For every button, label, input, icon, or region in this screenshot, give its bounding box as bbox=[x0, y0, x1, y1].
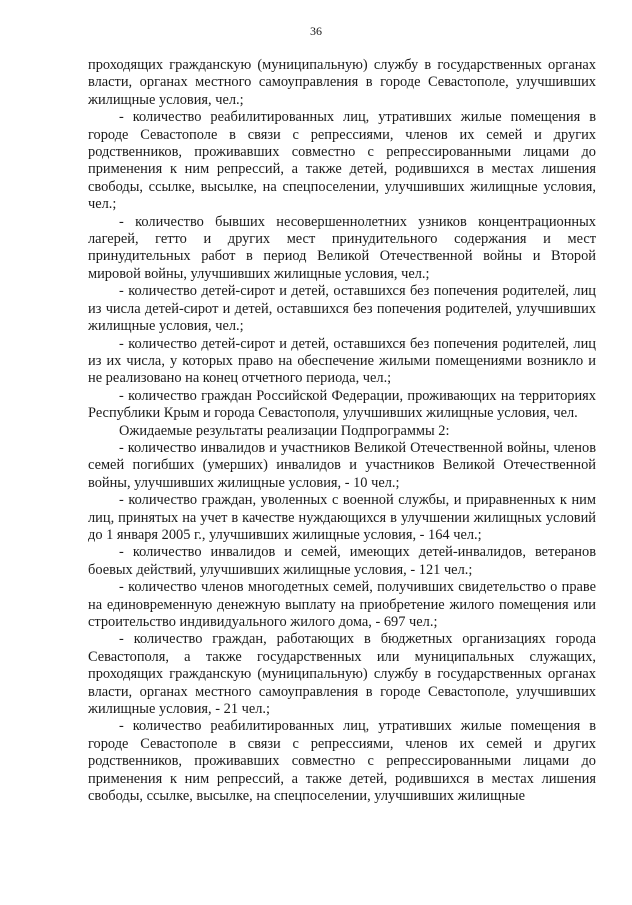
paragraph: - количество реабилитированных лиц, утративших жилые помещения в городе Севастополе в связи с репрессиями, членов их семей и других родственников, проживавших совместно с репрессированными лицами до применения к ним репрессий, а также детей, родившихся в местах лишения свободы, ссылке, высылке, на спецпоселении, улучшивших жилищные условия, чел.; bbox=[88, 109, 596, 213]
paragraph: - количество инвалидов и участников Великой Отечественной войны, членов семей погибших (умерших) инвалидов и участников Великой Отечественной войны, улучшивших жилищные условия, - 10 чел.; bbox=[88, 439, 596, 491]
paragraph: - количество инвалидов и семей, имеющих детей-инвалидов, ветеранов боевых действий, улучшивших жилищные условия, - 121 чел.; bbox=[88, 544, 596, 578]
page-number: 36 bbox=[310, 24, 322, 38]
paragraph: - количество граждан, работающих в бюджетных организациях города Севастополя, а также государственных или муниципальных служащих, проходящих гражданскую (муниципальную) службу в государственных органах власти, органах местного самоуправления в городе Севастополе, улучшивших жилищные условия, - 21 чел.; bbox=[88, 631, 596, 718]
section-heading: Ожидаемые результаты реализации Подпрограммы 2: bbox=[119, 422, 450, 439]
paragraph: - количество реабилитированных лиц, утративших жилые помещения в городе Севастополе в связи с репрессиями, членов их семей и других родственников, проживавших совместно с репрессированными лицами до применения к ним репрессий, а также детей, родившихся в местах лишения свободы, ссылке, высылке, на спецпоселении, улучшивших жилищные bbox=[88, 718, 596, 805]
paragraph: - количество бывших несовершеннолетних узников концентрационных лагерей, гетто и других мест принудительного содержания и мест принудительных работ в период Великой Отечественной войны и Второй мировой войны, улучшивших жилищные условия, чел.; bbox=[88, 213, 596, 282]
paragraph: - количество граждан, уволенных с военной службы, и приравненных к ним лиц, принятых на учет в качестве нуждающихся в улучшении жилищных условий до 1 января 2005 г., улучшивших жилищные условия, - 164 чел.; bbox=[88, 492, 596, 543]
paragraph-continued: проходящих гражданскую (муниципальную) службу в государственных органах власти, органах местного самоуправления в городе Севастополе, улучшивших жилищные условия, чел.; bbox=[88, 57, 596, 108]
paragraph: - количество граждан Российской Федерации, проживающих на территориях Республики Крым и города Севастополя, улучшивших жилищные условия, чел. bbox=[88, 387, 596, 422]
document-body bbox=[88, 57, 596, 805]
paragraph: - количество детей-сирот и детей, оставшихся без попечения родителей, лиц из числа детей-сирот и детей, оставшихся без попечения родителей, улучшивших жилищные условия, чел.; bbox=[88, 283, 596, 335]
paragraph: - количество детей-сирот и детей, оставшихся без попечения родителей, лиц из их числа, у которых право на обеспечение жилыми помещениями возникло и не реализовано на конец отчетного периода, чел.; bbox=[88, 335, 596, 387]
paragraph: - количество членов многодетных семей, получивших свидетельство о праве на единовременную денежную выплату на приобретение жилого помещения или строительство индивидуального жилого дома, - 697 чел.; bbox=[88, 579, 596, 630]
